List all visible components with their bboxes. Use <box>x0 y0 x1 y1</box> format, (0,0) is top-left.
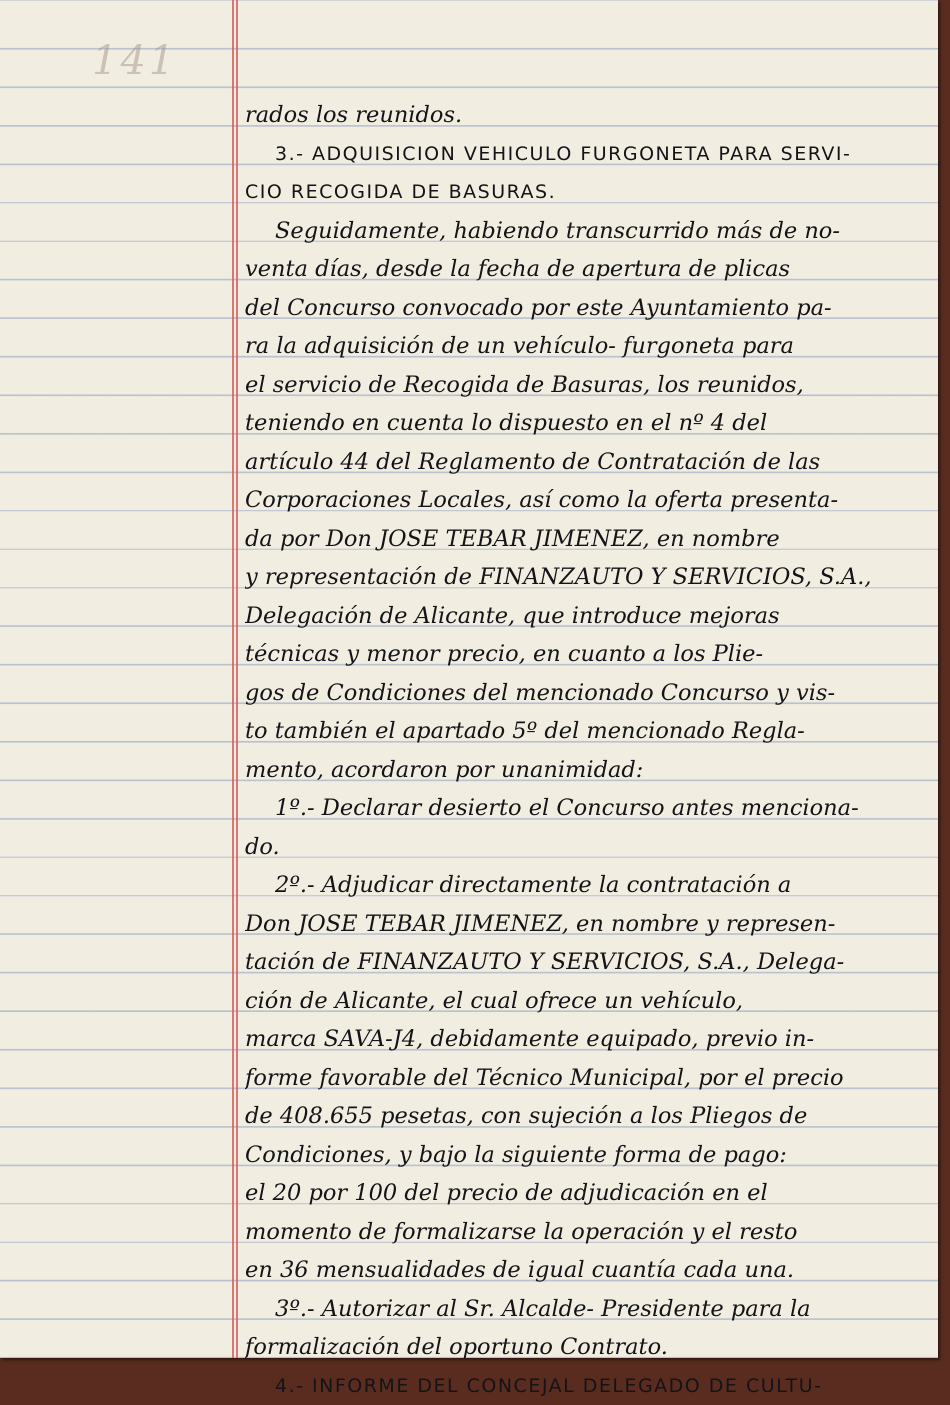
text-line: Don JOSE TEBAR JIMENEZ, en nombre y represen- <box>245 905 920 944</box>
text-line: el servicio de Recogida de Basuras, los reunidos, <box>245 366 920 405</box>
text-line: técnicas y menor precio, en cuanto a los Plie- <box>245 635 920 674</box>
text-line: momento de formalizarse la operación y el resto <box>245 1213 920 1252</box>
text-line: Delegación de Alicante, que introduce mejoras <box>245 597 920 636</box>
text-line: el 20 por 100 del precio de adjudicación en el <box>245 1174 920 1213</box>
text-line: del Concurso convocado por este Ayuntamiento pa- <box>245 289 920 328</box>
text-line: 4.- INFORME DEL CONCEJAL DELEGADO DE CULTU- <box>245 1367 920 1405</box>
text-line: ra la adquisición de un vehículo- furgoneta para <box>245 327 920 366</box>
text-line: tación de FINANZAUTO Y SERVICIOS, S.A., Delega- <box>245 943 920 982</box>
text-line: en 36 mensualidades de igual cuantía cada una. <box>245 1251 920 1290</box>
text-line: forme favorable del Técnico Municipal, por el precio <box>245 1059 920 1098</box>
text-line: do. <box>245 828 920 867</box>
text-line: y representación de FINANZAUTO Y SERVICIOS, S.A., <box>245 558 920 597</box>
text-line: Condiciones, y bajo la siguiente forma de pago: <box>245 1136 920 1175</box>
text-line: ción de Alicante, el cual ofrece un vehículo, <box>245 982 920 1021</box>
page-number: 141 <box>92 38 177 84</box>
margin-rule-right <box>236 0 238 1358</box>
text-line: gos de Condiciones del mencionado Concurso y vis- <box>245 674 920 713</box>
text-line: rados los reunidos. <box>245 96 920 135</box>
text-line: formalización del oportuno Contrato. <box>245 1328 920 1367</box>
text-line: artículo 44 del Reglamento de Contratación de las <box>245 443 920 482</box>
text-line: CIO RECOGIDA DE BASURAS. <box>245 173 920 212</box>
text-line: 3º.- Autorizar al Sr. Alcalde- Presidente para la <box>245 1290 920 1329</box>
text-line: 3.- ADQUISICION VEHICULO FURGONETA PARA SERVI- <box>245 135 920 174</box>
text-line: venta días, desde la fecha de apertura de plicas <box>245 250 920 289</box>
margin-rule-left <box>232 0 234 1358</box>
text-line: 1º.- Declarar desierto el Concurso antes menciona- <box>245 789 920 828</box>
text-line: mento, acordaron por unanimidad: <box>245 751 920 790</box>
text-line: marca SAVA-J4, debidamente equipado, previo in- <box>245 1020 920 1059</box>
text-line: 2º.- Adjudicar directamente la contratación a <box>245 866 920 905</box>
handwritten-minutes <box>245 96 920 1405</box>
text-line: teniendo en cuenta lo dispuesto en el nº 4 del <box>245 404 920 443</box>
text-line: da por Don JOSE TEBAR JIMENEZ, en nombre <box>245 520 920 559</box>
text-line: de 408.655 pesetas, con sujeción a los Pliegos de <box>245 1097 920 1136</box>
text-line: Corporaciones Locales, así como la oferta presenta- <box>245 481 920 520</box>
text-line: to también el apartado 5º del mencionado Regla- <box>245 712 920 751</box>
text-line: Seguidamente, habiendo transcurrido más de no- <box>245 212 920 251</box>
